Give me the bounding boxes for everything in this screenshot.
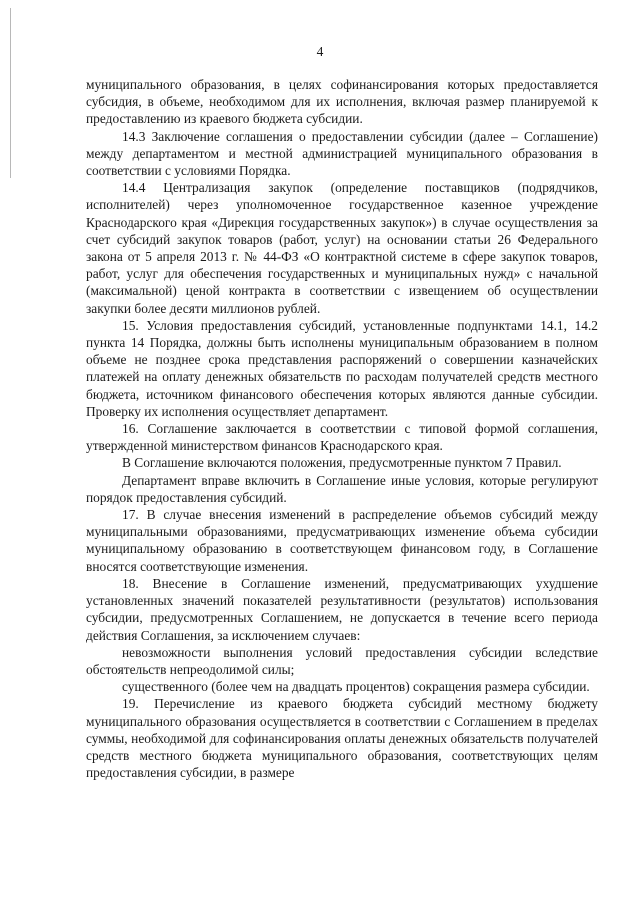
paragraph-18: 18. Внесение в Соглашение изменений, предусматривающих ухудшение установленных значений показателей результативности (результатов) использования субсидии, предусмотренных Соглашением, не допускается в течение всего периода действия Соглашения, за исключением случаев: [86, 575, 598, 643]
paragraph-16-other-terms: Департамент вправе включить в Соглашение иные условия, которые регулируют порядок предоставления субсидий. [86, 472, 598, 505]
paragraph-continuation: муниципального образования, в целях софинансирования которых предоставляется субсидия, в объеме, необходимом для их исполнения, включая размер планируемой к предоставлению из краевого бюджета субсидии. [86, 77, 598, 127]
margin-rule [10, 8, 11, 178]
paragraph-19: 19. Перечисление из краевого бюджета субсидий местному бюджету муниципального образования осуществляется в соответствии с Соглашением в пределах суммы, необходимой для софинансирования оплаты денежных обязательств получателей средств местного бюджета муниципального образования, соответствующих целям предоставления субсидии, в размере [86, 696, 598, 781]
document-body [86, 76, 598, 781]
paragraph-17: 17. В случае внесения изменений в распределение объемов субсидий между муниципальными образованиями, предусматривающих изменение объема субсидии муниципальному образованию в соответствующем финансовом году, в Соглашение вносятся соответствующие изменения. [86, 507, 598, 574]
paragraph-16: 16. Соглашение заключается в соответствии с типовой формой соглашения, утвержденной министерством финансов Краснодарского края. [86, 421, 598, 454]
paragraph-18-exception-reduction: существенного (более чем на двадцать процентов) сокращения размера субсидии. [122, 679, 590, 695]
paragraph-15: 15. Условия предоставления субсидий, установленные подпунктами 14.1, 14.2 пункта 14 Порядка, должны быть исполнены муниципальным образованием в полном объеме не позднее срока представления распоряжений о совершении казначейских платежей на оплату денежных обязательств по расходам получателей средств местного бюджета, источником финансового обеспечения которых являются данные субсидии. Проверку их исполнения осуществляет департамент. [86, 317, 598, 419]
paragraph-14-4: 14.4 Централизация закупок (определение поставщиков (подрядчиков, исполнителей) через уполномоченное государственное казенное учреждение Краснодарского края «Дирекция государственных закупок») в случае осуществления за счет субсидий закупок товаров (работ, услуг) на основании статьи 26 Федерального закона от 5 апреля 2013 г. № 44-ФЗ «О контрактной системе в сфере закупок товаров, работ, услуг для обеспечения государственных и муниципальных нужд» с начальной (максимальной) ценой контракта в соответствии с извещением об осуществлении закупки более десяти миллионов рублей. [86, 180, 598, 316]
paragraph-18-exception-force-majeure: невозможности выполнения условий предоставления субсидии вследствие обстоятельств непреодолимой силы; [86, 644, 598, 677]
paragraph-16-provisions: В Соглашение включаются положения, предусмотренные пунктом 7 Правил. [122, 455, 562, 471]
paragraph-14-3: 14.3 Заключение соглашения о предоставлении субсидии (далее – Соглашение) между департаментом и местной администрацией муниципального образования в соответствии с условиями Порядка. [86, 128, 598, 179]
page-number: 4 [316, 44, 324, 59]
